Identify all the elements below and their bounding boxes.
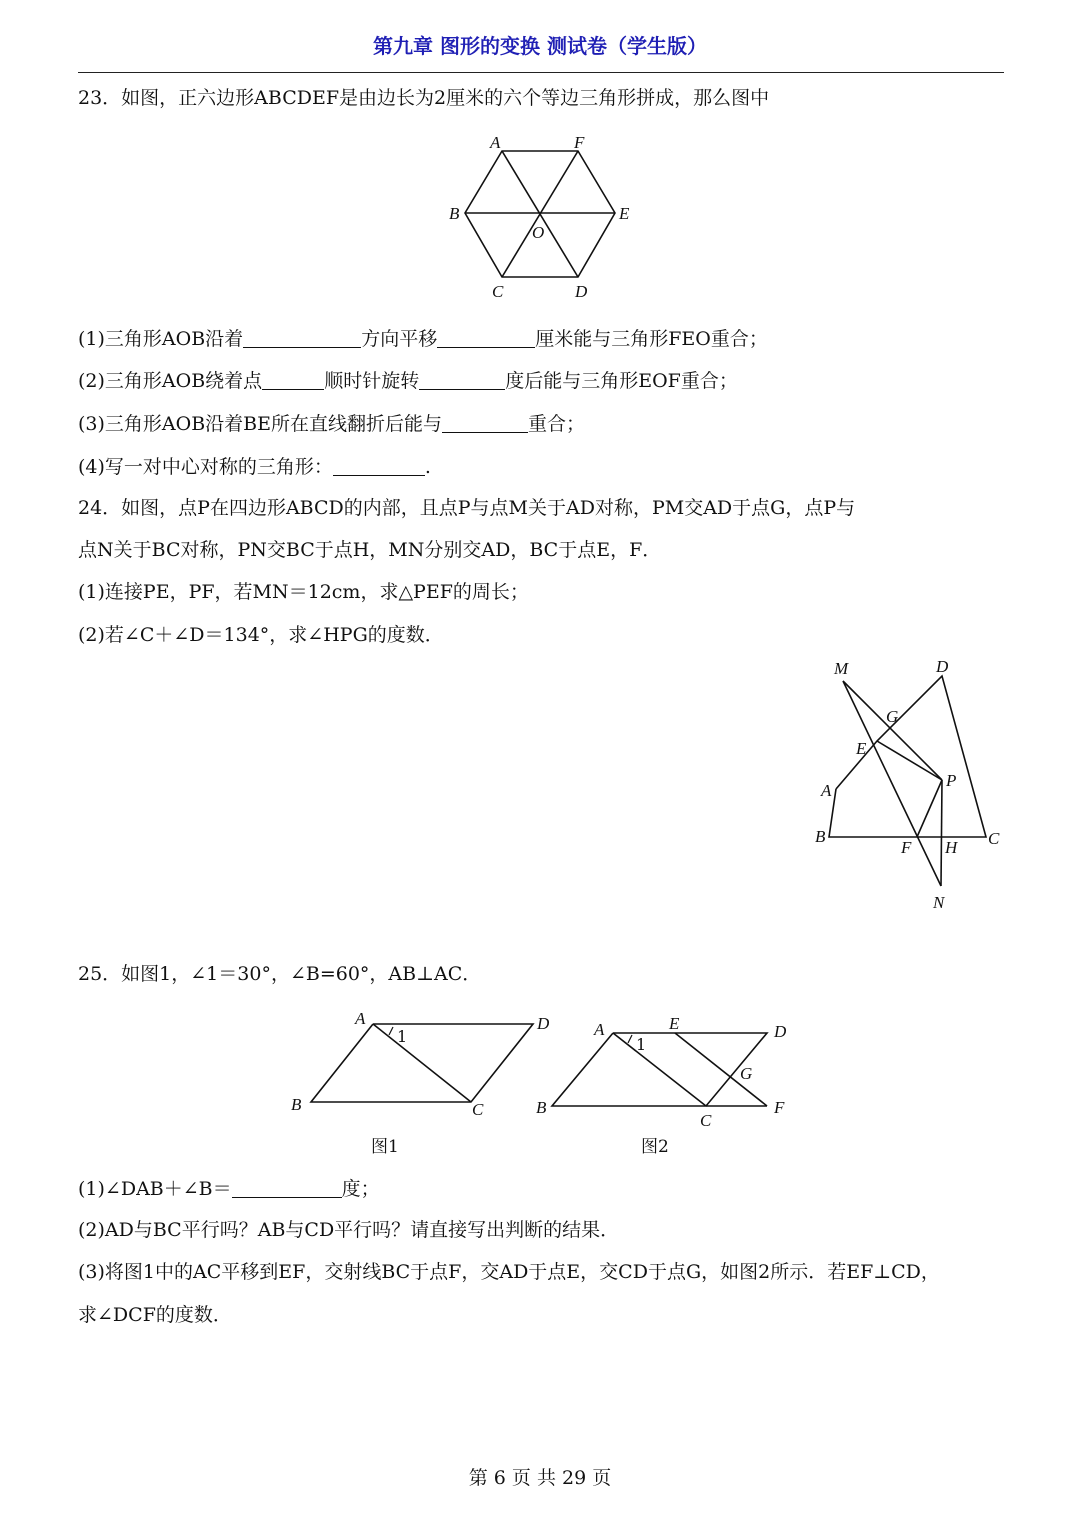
q23-stem: 23．如图，正六边形ABCDEF是由边长为2厘米的六个等边三角形拼成，那么图中: [78, 87, 770, 109]
q25-part2: (2)AD与BC平行吗？AB与CD平行吗？请直接写出判断的结果．: [78, 1219, 620, 1241]
answer-blank[interactable]: [333, 457, 425, 476]
label-D: D: [936, 657, 949, 676]
answer-blank[interactable]: [437, 329, 535, 348]
label-A: A: [821, 781, 832, 800]
q23-part4: (4)写一对中心对称的三角形： .: [78, 456, 431, 478]
label-E: E: [669, 1014, 680, 1033]
answer-blank[interactable]: [262, 371, 324, 390]
label-F: F: [574, 133, 585, 152]
label-N: N: [933, 893, 945, 912]
label-angle-1: 1: [636, 1035, 647, 1054]
label-E: E: [856, 739, 867, 758]
answer-blank[interactable]: [442, 414, 528, 433]
figure-1-caption: 图1: [371, 1137, 399, 1157]
label-C: C: [700, 1111, 712, 1130]
label-D: D: [575, 282, 588, 301]
answer-blank[interactable]: [419, 371, 505, 390]
label-B: B: [291, 1095, 302, 1114]
label-A: A: [490, 133, 501, 152]
answer-blank[interactable]: [243, 329, 361, 348]
segment-EF: [675, 1033, 767, 1106]
answer-blank[interactable]: [232, 1179, 342, 1198]
segment-PN: [941, 780, 942, 886]
label-D: D: [537, 1014, 550, 1033]
header-divider: [78, 72, 1004, 73]
q24-stem-line1: 24．如图，点P在四边形ABCD的内部，且点P与点M关于AD对称，PM交AD于点G，点P与: [78, 497, 856, 519]
segment-AC: [373, 1024, 471, 1102]
q25-part1: (1)∠DAB＋∠B＝ 度；: [78, 1178, 380, 1200]
q25-figure-2: [530, 1010, 800, 1130]
label-M: M: [834, 659, 849, 678]
q23-part1: (1)三角形AOB沿着 方向平移 厘米能与三角形FEO重合；: [78, 328, 768, 350]
label-C: C: [492, 282, 504, 301]
label-O: O: [532, 223, 545, 242]
page-number: 第 6 页 共 29 页: [468, 1467, 612, 1489]
q23-hexagon-figure: [440, 125, 650, 310]
label-A: A: [594, 1020, 605, 1039]
label-F: F: [774, 1098, 785, 1117]
label-angle-1: 1: [397, 1027, 408, 1046]
q25-part3-line1: (3)将图1中的AC平移到EF，交射线BC于点F，交AD于点E，交CD于点G，如图2所示．若EF⊥CD，: [78, 1261, 940, 1283]
figure-2-caption: 图2: [641, 1137, 669, 1157]
segment-AC: [613, 1033, 706, 1106]
angle-1-arc: [628, 1035, 632, 1043]
segment-PF: [917, 780, 942, 837]
q24-stem-line2: 点N关于BC对称，PN交BC于点H，MN分别交AD，BC于点E，F．: [78, 539, 662, 561]
label-H: H: [945, 838, 958, 857]
q25-stem: 25．如图1，∠1＝30°，∠B=60°，AB⊥AC．: [78, 963, 482, 985]
label-P: P: [946, 771, 957, 790]
label-B: B: [815, 827, 826, 846]
q25-figure-1: [285, 1005, 565, 1120]
q24-quadrilateral-figure: [800, 650, 1020, 920]
q23-part3: (3)三角形AOB沿着BE所在直线翻折后能与 重合；: [78, 413, 586, 435]
q24-part2: (2)若∠C＋∠D＝134°，求∠HPG的度数．: [78, 624, 444, 646]
segment-MP: [843, 681, 942, 780]
q25-part3-line2: 求∠DCF的度数．: [78, 1304, 232, 1326]
label-B: B: [536, 1098, 547, 1117]
label-F: F: [901, 838, 912, 857]
label-E: E: [619, 204, 630, 223]
label-A: A: [355, 1009, 366, 1028]
label-C: C: [988, 829, 1000, 848]
page-header-title: 第九章 图形的变换 测试卷（学生版）: [373, 34, 707, 58]
label-B: B: [449, 204, 460, 223]
label-D: D: [774, 1022, 787, 1041]
label-G: G: [886, 707, 899, 726]
label-G: G: [740, 1064, 753, 1083]
q23-part2: (2)三角形AOB绕着点 顺时针旋转 度后能与三角形EOF重合；: [78, 370, 738, 392]
q24-part1: (1)连接PE，PF，若MN＝12cm，求△PEF的周长；: [78, 581, 529, 603]
angle-1-arc: [389, 1027, 393, 1035]
label-C: C: [472, 1100, 484, 1119]
